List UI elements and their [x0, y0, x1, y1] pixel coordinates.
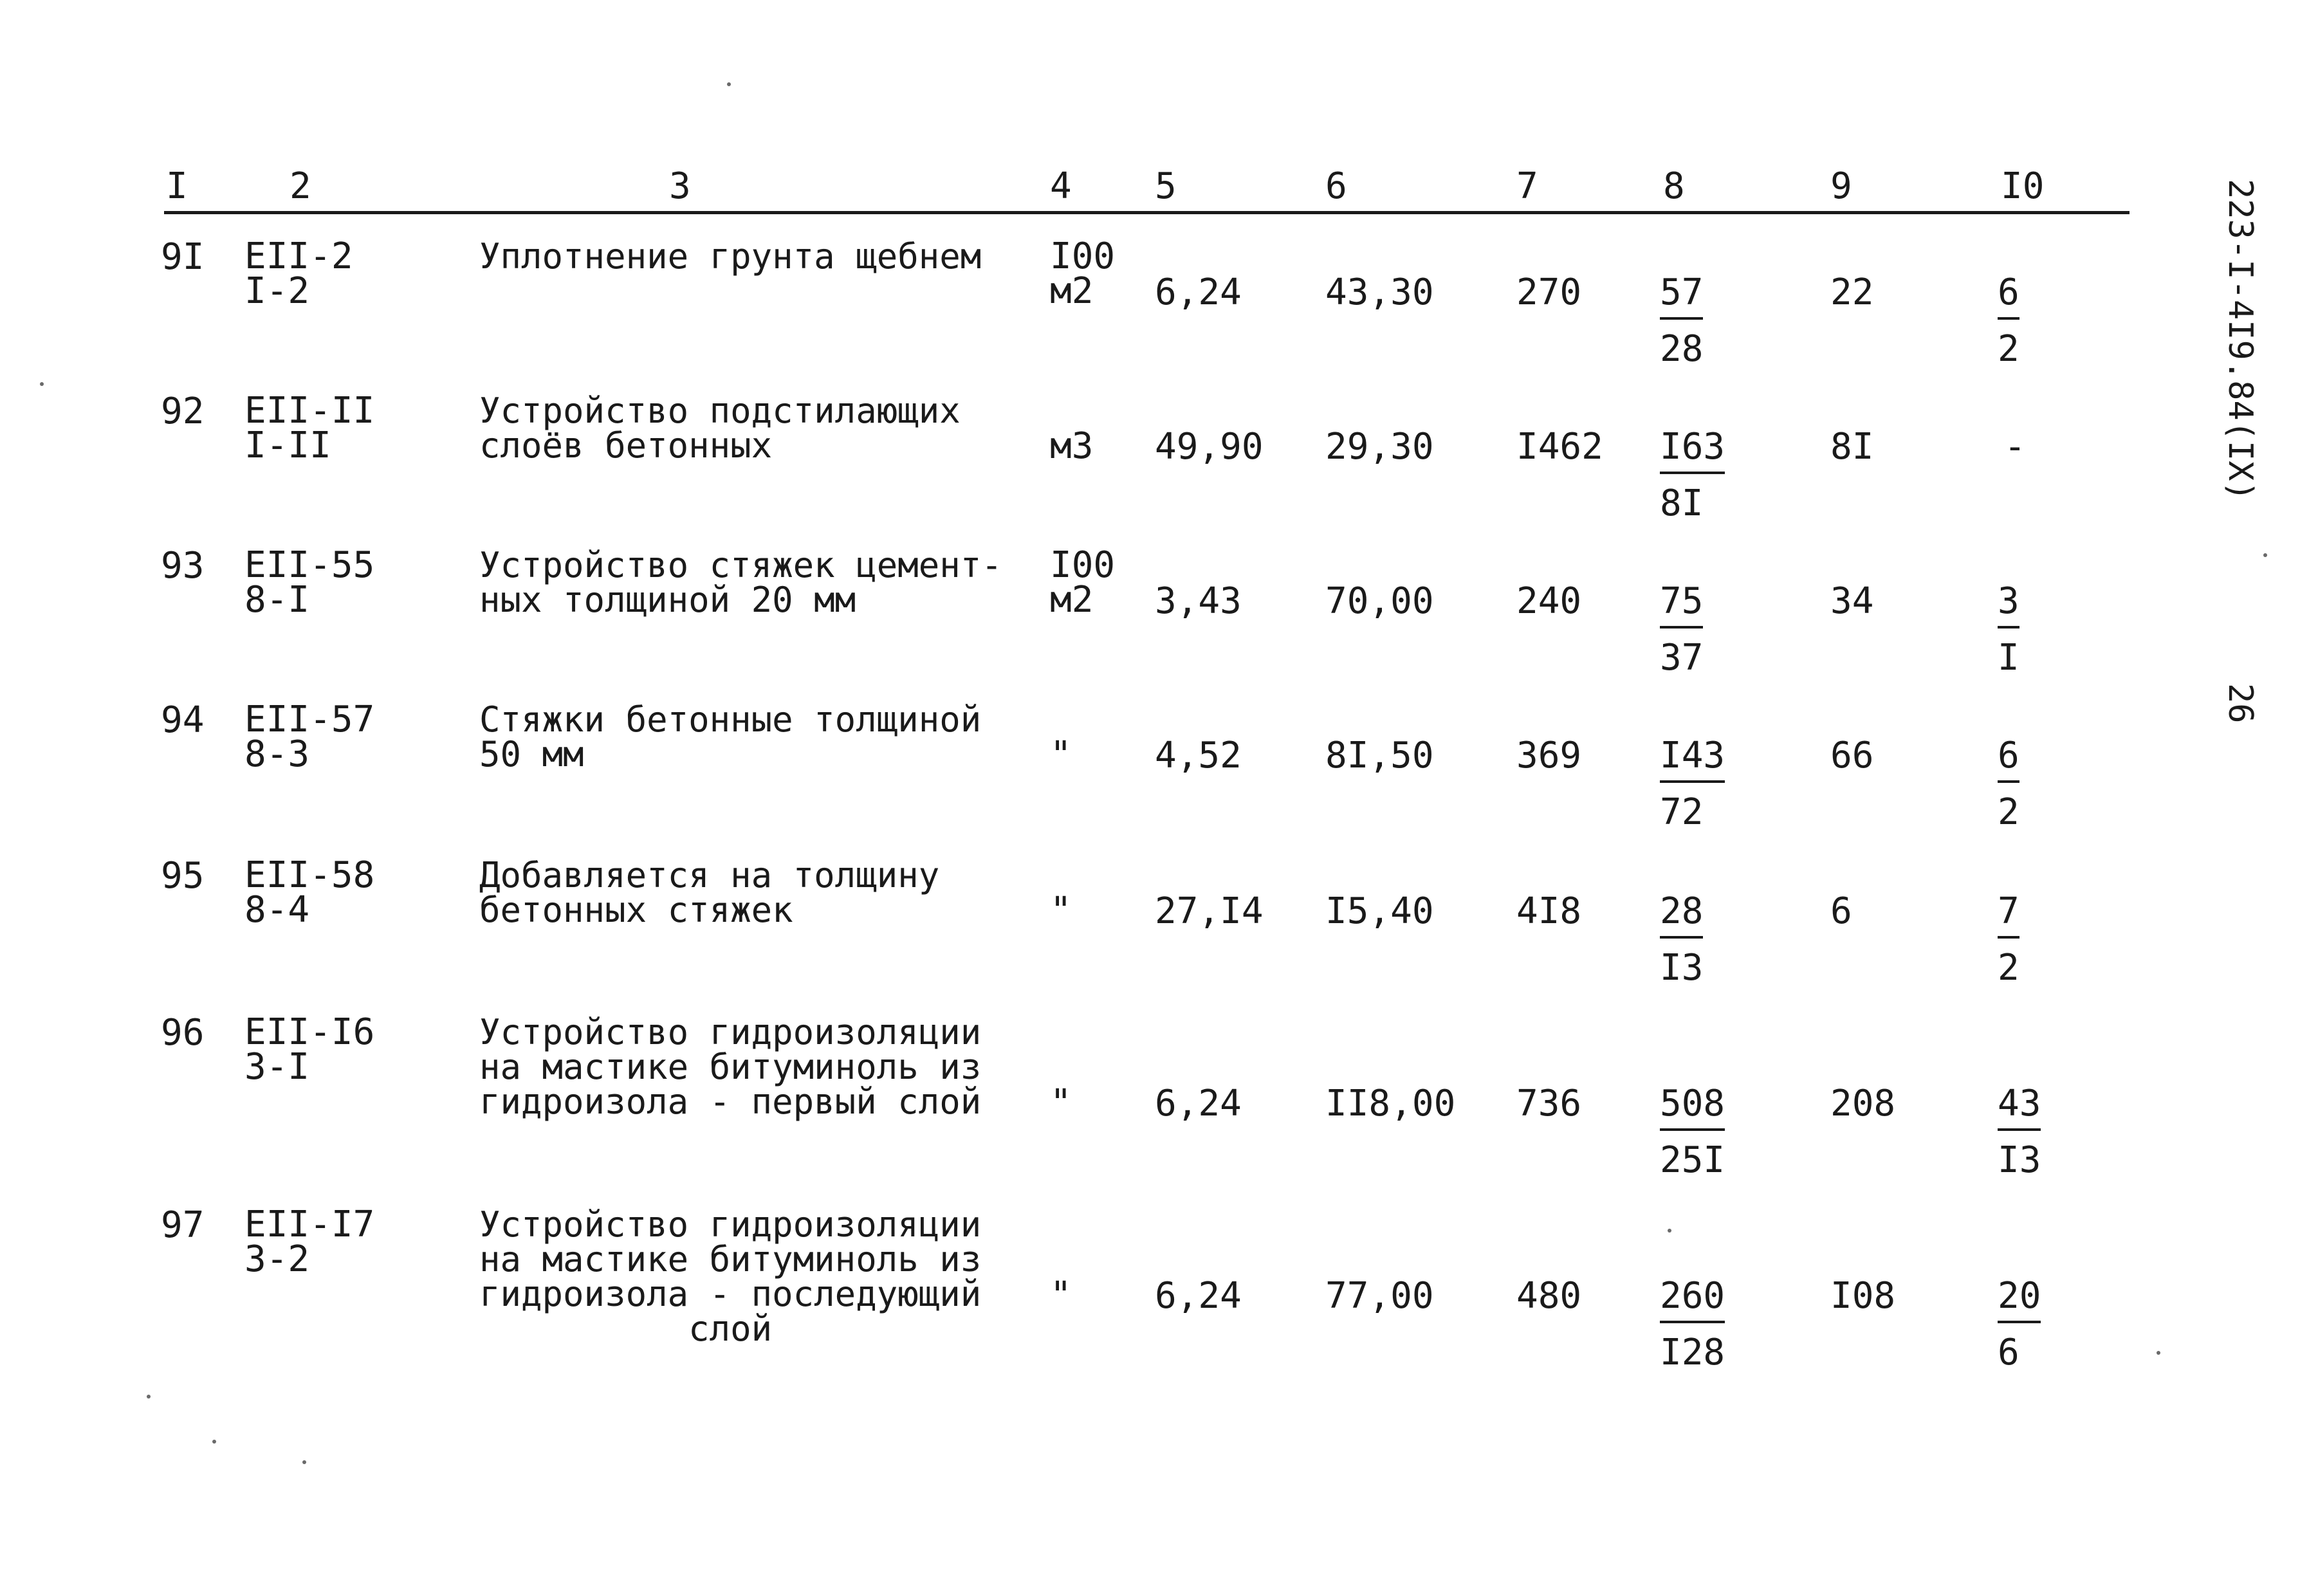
column-number: 6 — [1325, 165, 1347, 207]
numerator: 260 — [1660, 1278, 1725, 1323]
numerator: 6 — [1998, 738, 2019, 783]
scan-speck — [2157, 1351, 2160, 1355]
unit-price: 70,00 — [1325, 580, 1434, 622]
denominator: 2 — [1998, 791, 2019, 833]
numerator: I43 — [1660, 738, 1725, 783]
quantity: 6,24 — [1155, 271, 1242, 313]
row-number: 9I — [161, 236, 205, 278]
column-number: I0 — [2001, 165, 2045, 207]
col9-value: 208 — [1830, 1083, 1896, 1124]
unit: I00 м2 — [1050, 235, 1116, 312]
unit: м3 — [1050, 425, 1094, 467]
scan-speck — [40, 382, 44, 386]
work-code: EII-58 8-4 — [244, 854, 375, 931]
work-code: EII-57 8-3 — [244, 699, 375, 775]
work-code: EII-55 8-I — [244, 544, 375, 621]
fraction-col10 — [1998, 271, 2019, 370]
row-number: 94 — [161, 699, 205, 741]
column-number: 4 — [1050, 165, 1072, 207]
quantity: 49,90 — [1155, 426, 1264, 468]
numerator: 6 — [1998, 275, 2019, 320]
total-cost: 270 — [1516, 271, 1582, 313]
denominator: 6 — [1998, 1332, 2019, 1373]
scan-speck — [1668, 1229, 1671, 1233]
numerator: 28 — [1660, 894, 1703, 939]
denominator: I — [1998, 637, 2019, 679]
quantity: 3,43 — [1155, 580, 1242, 622]
scan-speck — [302, 1460, 306, 1464]
quantity: 6,24 — [1155, 1083, 1242, 1124]
numerator: I63 — [1660, 429, 1725, 474]
quantity: 4,52 — [1155, 735, 1242, 776]
fraction-col10 — [1998, 1275, 2041, 1373]
denominator: I3 — [1998, 1139, 2041, 1181]
unit: " — [1050, 1082, 1072, 1124]
work-code: EII-II I-II — [244, 390, 375, 466]
denominator: 2 — [1998, 947, 2019, 989]
fraction-col8 — [1660, 426, 1725, 524]
numerator: 508 — [1660, 1086, 1725, 1131]
col10-value: - — [2004, 426, 2026, 468]
numerator: 75 — [1660, 583, 1703, 628]
work-description: Устройство подстилающих слоёв бетонных — [479, 390, 961, 466]
unit: I00 м2 — [1050, 544, 1116, 621]
fraction-col10 — [1998, 580, 2019, 679]
unit-price: 43,30 — [1325, 271, 1434, 313]
total-cost: I462 — [1516, 426, 1603, 468]
work-code: EII-I7 3-2 — [244, 1204, 375, 1280]
header-rule — [164, 211, 2129, 214]
unit-price: II8,00 — [1325, 1083, 1456, 1124]
denominator: 37 — [1660, 637, 1704, 679]
column-number: 9 — [1830, 165, 1852, 207]
row-number: 95 — [161, 855, 205, 897]
scan-speck — [2263, 553, 2267, 557]
row-number: 92 — [161, 390, 205, 432]
unit: " — [1050, 890, 1072, 931]
work-code: EII-2 I-2 — [244, 235, 353, 312]
col9-value: 34 — [1830, 580, 1874, 622]
total-cost: 240 — [1516, 580, 1582, 622]
col9-value: 8I — [1830, 426, 1874, 468]
unit-price: 29,30 — [1325, 426, 1434, 468]
column-number: 7 — [1516, 165, 1538, 207]
total-cost: 369 — [1516, 735, 1582, 776]
unit-price: 8I,50 — [1325, 735, 1434, 776]
denominator: I3 — [1660, 947, 1704, 989]
fraction-col8 — [1660, 271, 1704, 370]
fraction-col8 — [1660, 580, 1704, 679]
work-code: EII-I6 3-I — [244, 1011, 375, 1088]
numerator: 20 — [1998, 1278, 2041, 1323]
total-cost: 4I8 — [1516, 890, 1582, 932]
numerator: 43 — [1998, 1086, 2041, 1131]
column-number: 5 — [1155, 165, 1177, 207]
numerator: 57 — [1660, 275, 1703, 320]
fraction-col10 — [1998, 735, 2019, 833]
column-number: I — [166, 165, 188, 207]
column-number: 2 — [290, 165, 311, 207]
total-cost: 736 — [1516, 1083, 1582, 1124]
unit: " — [1050, 1274, 1072, 1316]
denominator: 72 — [1660, 791, 1704, 833]
denominator: 25I — [1660, 1139, 1725, 1181]
numerator: 7 — [1998, 894, 2019, 939]
quantity: 27,I4 — [1155, 890, 1264, 932]
work-description: Добавляется на толщину бетонных стяжек — [479, 855, 940, 930]
work-description: Стяжки бетонные толщиной 50 мм — [479, 699, 982, 775]
work-description: Устройство гидроизоляции на мастике битуминоль из гидроизола - последующий слой — [479, 1204, 982, 1349]
page-number: 26 — [2221, 683, 2259, 724]
fraction-col10 — [1998, 1083, 2041, 1181]
col9-value: 22 — [1830, 271, 1874, 313]
fraction-col8 — [1660, 735, 1725, 833]
row-number: 97 — [161, 1204, 205, 1246]
total-cost: 480 — [1516, 1275, 1582, 1317]
work-description: Уплотнение грунта щебнем — [479, 236, 982, 277]
denominator: 28 — [1660, 328, 1704, 370]
unit-price: I5,40 — [1325, 890, 1434, 932]
quantity: 6,24 — [1155, 1275, 1242, 1317]
column-number: 3 — [669, 165, 691, 207]
denominator: 8I — [1660, 482, 1704, 524]
fraction-col8 — [1660, 890, 1704, 989]
fraction-col8 — [1660, 1083, 1725, 1181]
unit: " — [1050, 734, 1072, 776]
denominator: 2 — [1998, 328, 2019, 370]
col9-value: 66 — [1830, 735, 1874, 776]
col9-value: 6 — [1830, 890, 1852, 932]
scan-speck — [147, 1395, 151, 1399]
document-code: 223-I-4I9.84(IX) — [2221, 179, 2259, 501]
column-number: 8 — [1663, 165, 1685, 207]
work-description: Устройство гидроизоляции на мастике битуминоль из гидроизола - первый слой — [479, 1012, 982, 1122]
row-number: 96 — [161, 1012, 205, 1054]
work-description: Устройство стяжек цемент- ных толщиной 20 мм — [479, 545, 1002, 620]
denominator: I28 — [1660, 1332, 1725, 1373]
col9-value: I08 — [1830, 1275, 1896, 1317]
unit-price: 77,00 — [1325, 1275, 1434, 1317]
numerator: 3 — [1998, 583, 2019, 628]
fraction-col8 — [1660, 1275, 1725, 1373]
fraction-col10 — [1998, 890, 2019, 989]
scan-speck — [727, 82, 731, 86]
scan-speck — [212, 1440, 216, 1444]
row-number: 93 — [161, 545, 205, 587]
